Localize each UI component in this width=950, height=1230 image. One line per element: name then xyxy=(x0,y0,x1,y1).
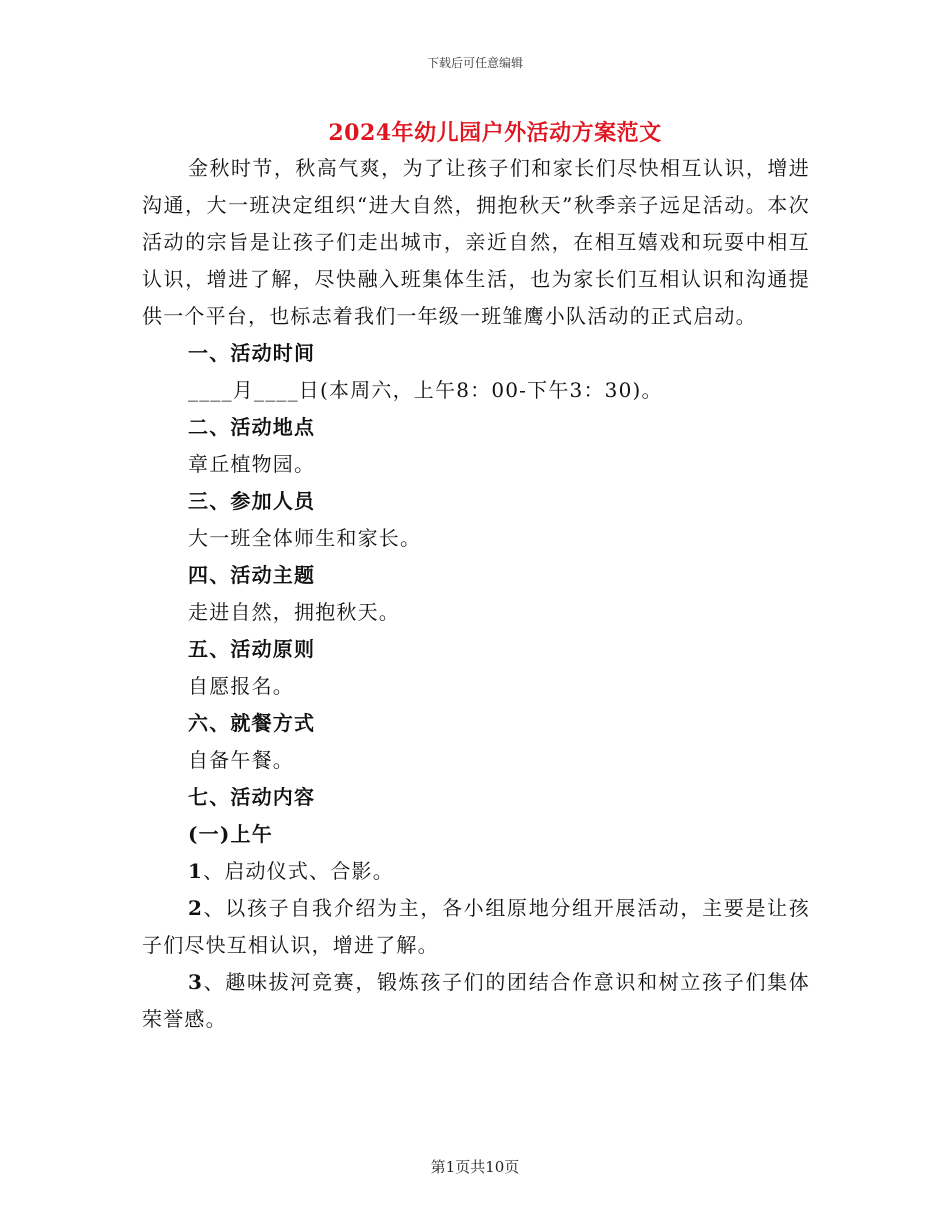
section-heading-participants: 三、参加人员 xyxy=(188,489,316,513)
section-heading-dining: 六、就餐方式 xyxy=(188,711,316,735)
header-note: 下载后可任意编辑 xyxy=(426,56,523,70)
section-body-location: 章丘植物园。 xyxy=(188,452,316,476)
intro-paragraph: 金秋时节，秋高气爽，为了让孩子们和家长们尽快相互认识，增进沟通，大一班决定组织“进大自然，拥抱秋天”秋季亲子远足活动。本次活动的宗旨是让孩子们走出城市，亲近自然，在相互嬉戏和玩耍中相互认识，增进了解，尽快融入班集体生活，也为家长们互相认识和沟通提供一个平台，也标志着我们一年级一班雏鹰小队活动的正式启动。 xyxy=(142,156,810,328)
section-body-theme: 走进自然，拥抱秋天。 xyxy=(188,600,400,624)
section-body-principle: 自愿报名。 xyxy=(188,674,294,698)
list-item-text: 、趣味拔河竞赛，锻炼孩子们的团结合作意识和树立孩子们集体荣誉感。 xyxy=(142,970,810,1031)
list-item xyxy=(142,853,810,890)
section-body-dining: 自备午餐。 xyxy=(188,748,294,772)
section-heading-principle: 五、活动原则 xyxy=(188,637,316,661)
sub-heading-morning: (一)上午 xyxy=(188,822,273,846)
list-item xyxy=(142,964,810,1038)
section-body-participants: 大一班全体师生和家长。 xyxy=(188,526,422,550)
section-heading-content: 七、活动内容 xyxy=(188,785,316,809)
document-body xyxy=(142,150,810,1038)
list-item-number: 2 xyxy=(188,896,204,920)
list-item xyxy=(142,890,810,964)
page-footer: 第1页共10页 xyxy=(430,1158,520,1176)
list-item-text: 、启动仪式、合影。 xyxy=(203,859,394,883)
section-heading-theme: 四、活动主题 xyxy=(188,563,316,587)
list-item-text: 、以孩子自我介绍为主，各小组原地分组开展活动，主要是让孩子们尽快互相认识，增进了解。 xyxy=(142,896,810,957)
section-heading-location: 二、活动地点 xyxy=(188,415,316,439)
document-title: 2024年幼儿园户外活动方案范文 xyxy=(328,120,662,146)
section-heading-time: 一、活动时间 xyxy=(188,341,316,365)
section-body-time: ____月____日(本周六，上午8：00-下午3：30)。 xyxy=(188,378,663,402)
list-item-number: 1 xyxy=(188,859,204,883)
list-item-number: 3 xyxy=(188,970,204,994)
